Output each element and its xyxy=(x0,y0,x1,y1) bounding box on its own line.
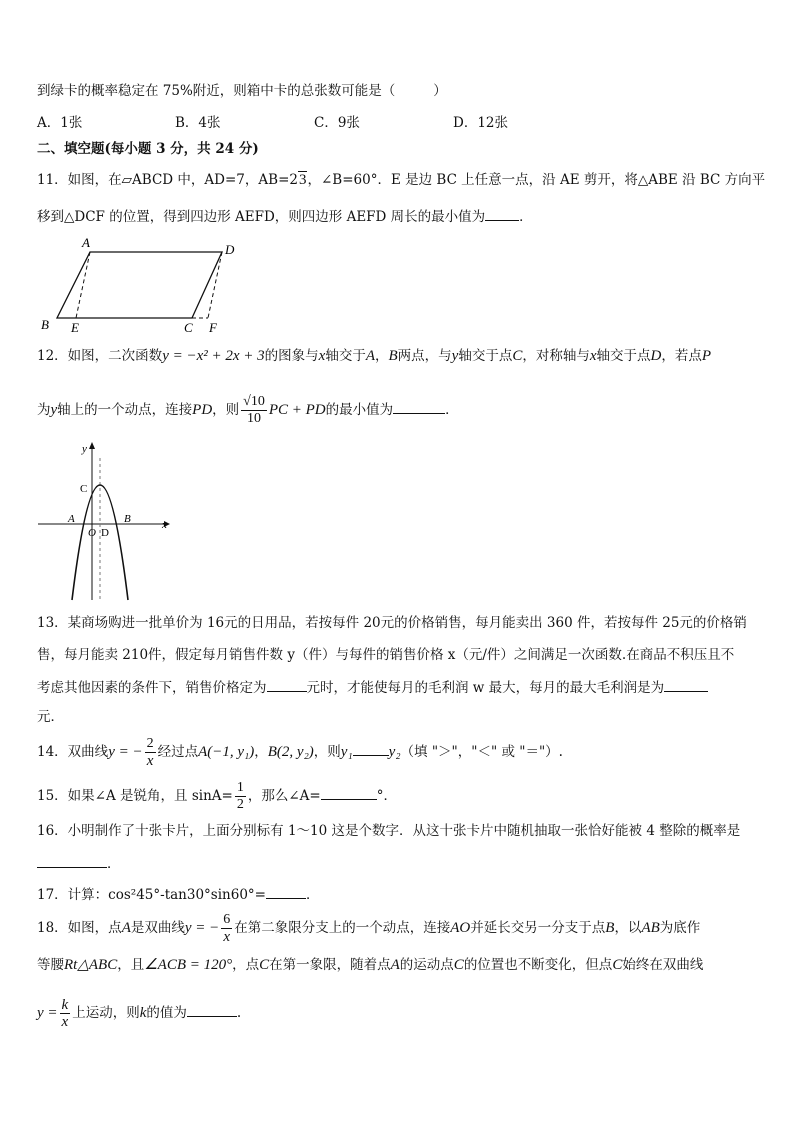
q16-line2 xyxy=(37,853,121,874)
q12-text-c: 轴交于 xyxy=(325,348,366,364)
q18-line3 xyxy=(37,993,241,1033)
q12-text-f: ，对称轴与 xyxy=(522,348,590,364)
q13-line2: 售，每月能卖 210件，假定每月销售件数 y（件）与每件的销售价格 x（元/件）之间满足一次函数.在商品不积压且不 xyxy=(37,647,735,663)
q18-fraction xyxy=(221,912,232,945)
q13-line4: 元． xyxy=(37,709,64,725)
q12-text-a: 12．如图，二次函数 xyxy=(37,348,163,364)
q15-text-b: ，那么∠A= xyxy=(247,788,321,804)
q14-frac-num: 2 xyxy=(146,736,154,751)
q14-frac-den: x xyxy=(146,753,154,769)
q12-comma: ， xyxy=(375,348,389,364)
q18-text-h: ，且 xyxy=(117,957,145,973)
q13-line1: 13．某商场购进一批单价为 16元的日用品，若按每件 20元的价格销售，每月能卖出 360 件，若按每件 25元的价格销 xyxy=(37,615,747,631)
q12-var-y: y xyxy=(451,348,459,364)
q12-label-d: D xyxy=(101,527,109,539)
q12-text-i: 为 xyxy=(37,402,51,418)
q11-line2 xyxy=(37,206,533,227)
q14-line xyxy=(37,734,563,770)
q16-line1: 16．小明制作了十张卡片，上面分别标有 1～10 这是个数字．从这十张卡片中随机抽取一张恰好能被 4 整除的概率是 xyxy=(37,823,741,839)
q14-text-a: 14．双曲线 xyxy=(37,744,109,760)
q14-text-e: （填 "＞"，"＜" 或 "＝"）. xyxy=(400,744,563,760)
q18-var-k: k xyxy=(139,1005,147,1021)
q18-y-eq: y = − xyxy=(184,920,220,936)
q18-text-f: 为底作 xyxy=(659,920,701,936)
q12-point-p: P xyxy=(701,348,712,364)
q18-point-c3: C xyxy=(612,957,623,973)
q14-point-b: B(2, y₂) xyxy=(267,744,314,760)
q12-text-g: 轴交于点 xyxy=(596,348,651,364)
q18-frac-den: x xyxy=(223,929,231,945)
q18-frac-k-num: k xyxy=(61,997,69,1013)
q15-frac-den: 2 xyxy=(236,797,244,812)
q11-label-d: D xyxy=(225,242,235,257)
q10-option-c: C．9张 xyxy=(314,115,360,131)
q16-end: ． xyxy=(107,856,121,872)
q13-line3 xyxy=(37,677,708,698)
q12-text-d: 两点，与 xyxy=(397,348,452,364)
q12-label-y: y xyxy=(82,443,87,455)
q15-frac-num: 1 xyxy=(236,780,244,795)
q12-label-b: B xyxy=(124,513,131,525)
q11-segment-ae xyxy=(76,252,90,318)
q12-fraction xyxy=(241,394,267,427)
q18-point-b: B xyxy=(605,920,615,936)
q12-answer-blank[interactable] xyxy=(393,399,445,414)
q18-frac-k-den: x xyxy=(61,1014,69,1030)
q18-text-j: 在第一象限，随着点 xyxy=(269,957,391,973)
q11-figure xyxy=(36,236,251,336)
q11-label-b: B xyxy=(41,317,49,332)
q11-text-b: ，∠B=60°．E 是边 BC 上任意一点，沿 AE 剪开，将△ABE 沿 BC 方向平 xyxy=(307,172,766,188)
q18-segment-ao: AO xyxy=(450,920,471,936)
q14-y2: y₂ xyxy=(388,744,401,760)
q10-paren-close: ） xyxy=(433,83,447,99)
q11-label-a: A xyxy=(82,236,90,250)
q12-function: y = −x² + 2x + 3 xyxy=(162,348,265,364)
q18-text-k: 的运动点 xyxy=(399,957,454,973)
q16-answer-blank[interactable] xyxy=(37,853,107,868)
q18-point-c: C xyxy=(259,957,270,973)
q12-label-a: A xyxy=(68,513,75,525)
q18-point-a2: A xyxy=(390,957,400,973)
q18-text-e: ，以 xyxy=(614,920,642,936)
q12-segment-pd: PD xyxy=(192,402,213,418)
q14-fraction xyxy=(145,736,156,769)
q18-text-n: 上运动，则 xyxy=(72,1005,140,1021)
q11-sqrt-val: 3 xyxy=(298,172,307,188)
q11-end: ． xyxy=(519,209,533,225)
q11-segment-df xyxy=(208,252,222,318)
q15-text-a: 15．如果∠A 是锐角，且 sinA= xyxy=(37,788,233,804)
q18-text-b: 是双曲线 xyxy=(130,920,185,936)
q18-text-l: 的位置也不断变化，但点 xyxy=(463,957,613,973)
q18-line1 xyxy=(37,910,700,946)
q17-line xyxy=(37,884,319,905)
q10-option-b: B．4张 xyxy=(175,115,221,131)
q13-text-b: 元时，才能使每月的毛利润 w 最大，每月的最大毛利润是为 xyxy=(306,680,665,696)
q18-y-eq2: y = xyxy=(37,1005,58,1021)
q18-text-o: 的值为 xyxy=(146,1005,187,1021)
q12-text-k: ，则 xyxy=(212,402,240,418)
q11-parallelogram xyxy=(57,252,222,318)
q12-graph xyxy=(36,440,176,602)
q12-text-h: ，若点 xyxy=(661,348,702,364)
q12-var-x2: x xyxy=(589,348,597,364)
q14-text-d: ，则 xyxy=(313,744,341,760)
q18-end: . xyxy=(236,1005,242,1021)
q14-y-eq: y = − xyxy=(108,744,143,760)
q15-answer-blank[interactable] xyxy=(321,785,377,800)
q18-point-c2: C xyxy=(453,957,464,973)
q12-frac-den: 10 xyxy=(247,411,262,426)
q18-text-m: 始终在双曲线 xyxy=(622,957,704,973)
q12-var-y2: y xyxy=(50,402,58,418)
q12-var-x: x xyxy=(318,348,326,364)
q18-angle: ∠ACB = 120° xyxy=(144,957,233,973)
q11-label-f: F xyxy=(209,320,217,335)
q18-text-i: ，点 xyxy=(232,957,260,973)
q18-line2 xyxy=(37,955,703,975)
q15-text-c: °． xyxy=(376,788,397,804)
q13-answer-blank-2[interactable] xyxy=(664,677,708,692)
q13-answer-blank-1[interactable] xyxy=(267,677,307,692)
q18-point-a: A xyxy=(121,920,131,936)
q15-fraction xyxy=(235,780,246,813)
q12-text-b: 的图象与 xyxy=(264,348,319,364)
q12-end: ． xyxy=(445,402,459,418)
q12-line1 xyxy=(37,346,711,366)
q12-text-e: 轴交于点 xyxy=(458,348,513,364)
q14-y1: y₁ xyxy=(340,744,353,760)
q18-text-d: 并延长交另一分支于点 xyxy=(470,920,606,936)
q12-point-a: A xyxy=(365,348,375,364)
q10-text: 到绿卡的概率稳定在 75%附近，则箱中卡的总张数可能是（ xyxy=(37,83,396,99)
q17-answer-blank[interactable] xyxy=(266,884,306,899)
q18-text-a: 18．如图，点 xyxy=(37,920,122,936)
q11-label-c: C xyxy=(184,320,193,335)
q14-answer-blank[interactable] xyxy=(353,741,389,756)
q18-text-g: 等腰 xyxy=(37,957,64,973)
q11-line1 xyxy=(37,170,765,190)
q18-frac-num: 6 xyxy=(223,912,231,927)
q10-option-a: A．1张 xyxy=(37,115,83,131)
section-title: 二、填空题(每小题 3 分，共 24 分) xyxy=(37,141,259,157)
q14-text-b: 经过点 xyxy=(157,744,199,760)
q10-line xyxy=(37,81,447,101)
q12-label-o: O xyxy=(88,527,96,539)
q11-label-e: E xyxy=(71,320,79,335)
q18-answer-blank[interactable] xyxy=(187,1002,237,1017)
q10-option-d: D．12张 xyxy=(453,115,509,131)
q18-segment-ab: AB xyxy=(641,920,660,936)
q18-fraction-k xyxy=(60,997,71,1030)
q12-expression: PC + PD xyxy=(268,402,326,418)
q12-point-c: C xyxy=(512,348,523,364)
q17-text-b: ． xyxy=(305,887,320,903)
q12-point-d: D xyxy=(650,348,662,364)
q12-point-b: B xyxy=(388,348,398,364)
q12-text-l: 的最小值为 xyxy=(325,402,394,418)
q11-answer-blank[interactable] xyxy=(485,206,519,221)
q13-text-a: 考虑其他因素的条件下，销售价格定为 xyxy=(37,680,267,696)
q12-y-arrow xyxy=(89,442,95,449)
q11-text-c: 移到△DCF 的位置，得到四边形 AEFD，则四边形 AEFD 周长的最小值为 xyxy=(37,209,486,225)
q14-point-a: A(−1, y₁) xyxy=(198,744,255,760)
q14-text-c: ， xyxy=(254,744,268,760)
q12-text-j: 轴上的一个动点，连接 xyxy=(57,402,193,418)
q18-text-c: 在第二象限分支上的一个动点，连接 xyxy=(234,920,451,936)
q18-triangle: Rt△ABC xyxy=(64,957,118,973)
q12-label-x: x xyxy=(162,519,167,531)
q11-text-a: 11．如图，在▱ABCD 中，AD=7，AB=2 xyxy=(37,172,298,188)
q12-label-c: C xyxy=(80,483,88,495)
q12-frac-num: √10 xyxy=(243,394,265,409)
q15-line xyxy=(37,778,397,814)
q12-line2 xyxy=(37,390,459,430)
q17-text-a: 17．计算：cos²45°-tan30°sin60°= xyxy=(37,887,266,903)
